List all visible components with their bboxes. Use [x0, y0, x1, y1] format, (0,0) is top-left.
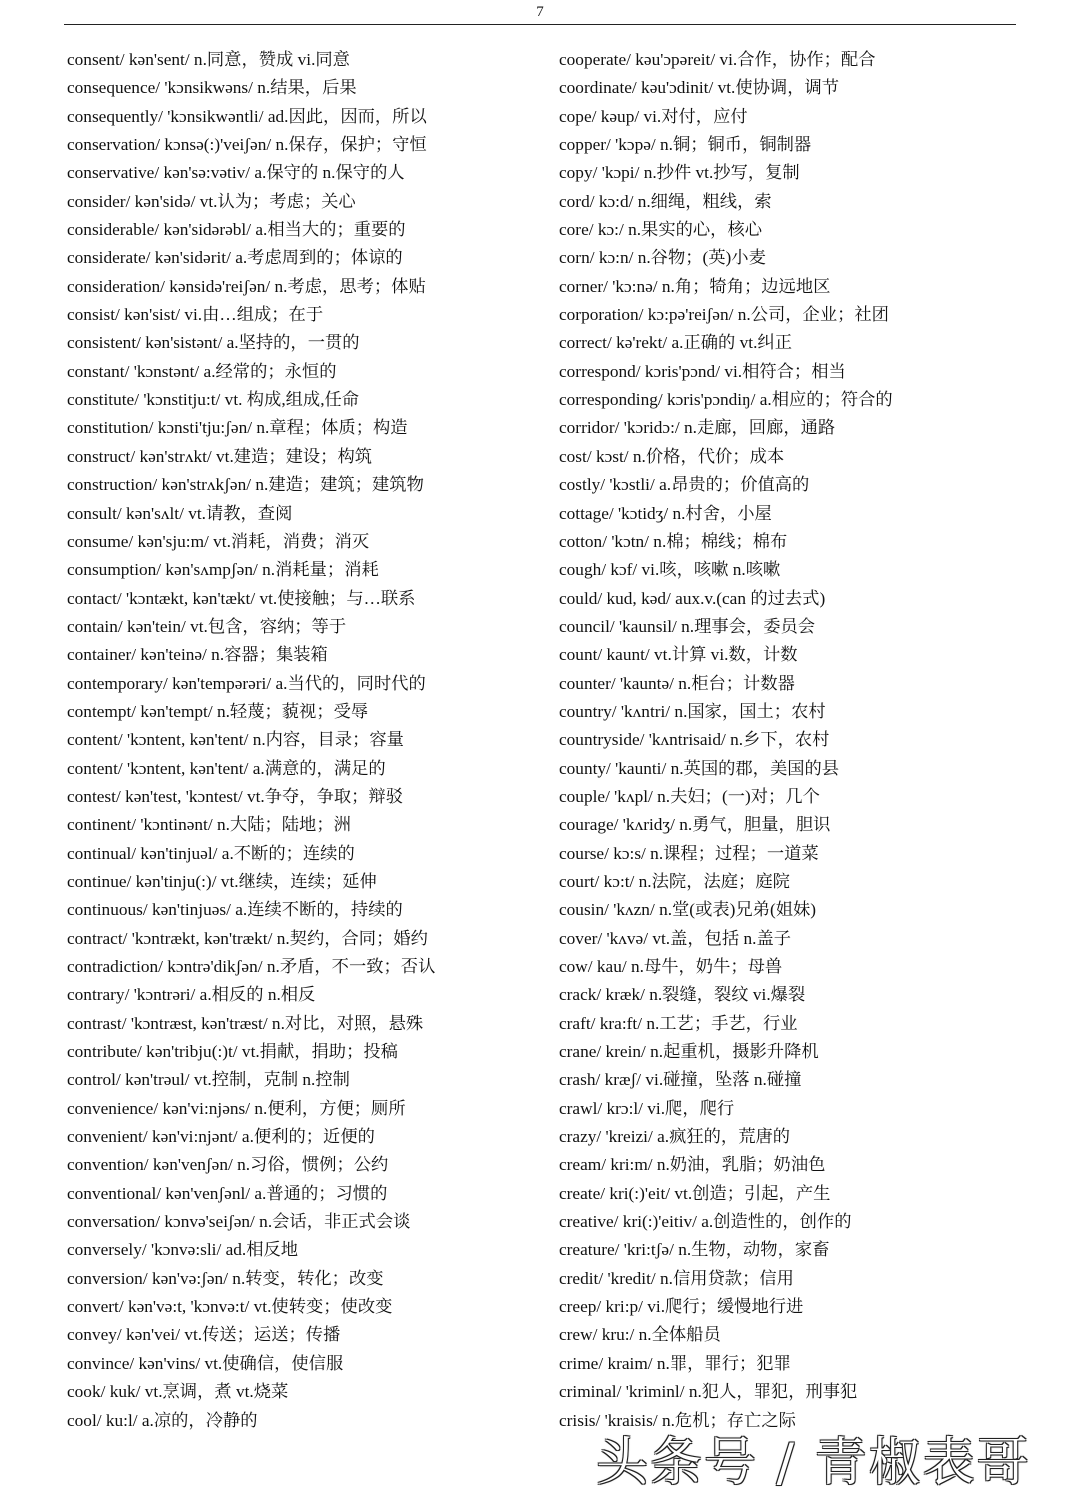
vocab-entry: control/ kən'trəul/ vt.控制，克制 n.控制	[67, 1070, 350, 1090]
vocab-entry: constitution/ kɔnsti'tju:ʃən/ n.章程；体质；构造	[67, 418, 408, 438]
vocab-entry: considerable/ kən'sidərəbl/ a.相当大的；重要的	[67, 220, 406, 240]
vocab-entry: content/ 'kɔntent, kən'tent/ n.内容，目录；容量	[67, 730, 404, 750]
vocab-entry: corresponding/ kɔris'pɔndiŋ/ a.相应的；符合的	[559, 390, 893, 410]
vocab-entry: contrary/ 'kɔntrəri/ a.相反的 n.相反	[67, 985, 316, 1005]
vocab-entry: cow/ kau/ n.母牛，奶牛；母兽	[559, 957, 783, 976]
vocab-entry: craft/ kra:ft/ n.工艺；手艺，行业	[559, 1013, 798, 1033]
vocab-entry: courage/ 'kʌridʒ/ n.勇气，胆量，胆识	[559, 815, 831, 835]
vocab-entry: constitute/ 'kɔnstitju:t/ vt. 构成,组成,任命	[67, 390, 360, 410]
vocab-entry: consequence/ 'kɔnsikwəns/ n.结果，后果	[67, 78, 357, 98]
vocab-entry: convenience/ kən'vi:njəns/ n.便利，方便；厕所	[67, 1098, 406, 1118]
vocab-entry: content/ 'kɔntent, kən'tent/ a.满意的，满足的	[67, 758, 386, 778]
vocab-entry: consent/ kən'sent/ n.同意，赞成 vi.同意	[67, 50, 350, 69]
vocab-entry: convince/ kən'vins/ vt.使确信，使信服	[67, 1353, 344, 1373]
vocab-entry: corner/ 'kɔ:nə/ n.角；犄角；边远地区	[559, 276, 831, 296]
vocab-entry: consist/ kən'sist/ vi.由…组成；在于	[67, 305, 324, 325]
vocab-entry: copper/ 'kɔpə/ n.铜；铜币，铜制器	[559, 135, 812, 155]
vocab-entry: continual/ kən'tinjuəl/ a.不断的；连续的	[67, 843, 355, 863]
vocab-entry: cook/ kuk/ vt.烹调，煮 vt.烧菜	[67, 1382, 289, 1402]
vocab-entry: contest/ kən'test, 'kɔntest/ vt.争夺，争取；辩驳	[67, 786, 403, 806]
vocab-entry: cord/ kɔ:d/ n.细绳，粗线，索	[559, 191, 772, 211]
vocab-entry: convenient/ kən'vi:njənt/ a.便利的；近便的	[67, 1127, 375, 1147]
vocab-entry: crime/ kraim/ n.罪，罪行；犯罪	[559, 1353, 791, 1373]
page-number: 7	[536, 4, 544, 20]
vocab-entry: count/ kaunt/ vt.计算 vi.数，计数	[559, 645, 798, 665]
vocab-entry: could/ kud, kəd/ aux.v.(can 的过去式)	[559, 588, 826, 608]
vocab-entry: container/ kən'teinə/ n.容器；集装箱	[67, 645, 328, 665]
vocab-entry: constant/ 'kɔnstənt/ a.经常的；永恒的	[67, 361, 337, 381]
vocab-entry: crisis/ 'kraisis/ n.危机；存亡之际	[559, 1410, 796, 1430]
vocab-entry: creative/ kri(:)'eitiv/ a.创造性的，创作的	[559, 1212, 852, 1232]
vocab-entry: counter/ 'kauntə/ n.柜台；计数器	[559, 673, 795, 693]
vocab-entry: contact/ 'kɔntækt, kən'tækt/ vt.使接触；与…联系	[67, 588, 416, 608]
vocab-entry: corporation/ kɔ:pə'reiʃən/ n.公司，企业；社团	[559, 305, 889, 325]
vocab-entry: convey/ kən'vei/ vt.传送；运送；传播	[67, 1325, 341, 1345]
vocab-entry: cool/ ku:l/ a.凉的，冷静的	[67, 1410, 258, 1430]
vocab-entry: continue/ kən'tinju(:)/ vt.继续，连续；延伸	[67, 871, 377, 891]
vocab-entry: countryside/ 'kʌntrisaid/ n.乡下，农村	[559, 730, 830, 750]
vocab-entry: consider/ kən'sidə/ vt.认为；考虑；关心	[67, 191, 356, 211]
vocab-entry: cover/ 'kʌvə/ vt.盖，包括 n.盖子	[559, 928, 792, 948]
vocab-entry: corridor/ 'kɔridɔ:/ n.走廊，回廊，通路	[559, 418, 836, 438]
vocab-entry: construct/ kən'strʌkt/ vt.建造；建设；构筑	[67, 446, 373, 466]
vocab-entry: couple/ 'kʌpl/ n.夫妇；(一)对；几个	[559, 786, 820, 806]
vocab-entry: country/ 'kʌntri/ n.国家，国土；农村	[559, 701, 826, 721]
vocab-entry: conversation/ kɔnvə'seiʃən/ n.会话，非正式会谈	[67, 1212, 411, 1232]
vocab-entry: crew/ kru:/ n.全体船员	[559, 1325, 721, 1345]
vocab-entry: consistent/ kən'sistənt/ a.坚持的，一贯的	[67, 333, 360, 353]
vocab-entry: copy/ 'kɔpi/ n.抄件 vt.抄写，复制	[559, 163, 800, 183]
vocab-entry: contribute/ kən'tribju(:)t/ vt.捐献，捐助；投稿	[67, 1042, 398, 1062]
vocab-entry: consume/ kən'sju:m/ vt.消耗，消费；消灭	[67, 531, 370, 551]
vocab-entry: conventional/ kən'venʃənl/ a.普通的；习惯的	[67, 1183, 388, 1203]
vocab-entry: costly/ 'kɔstli/ a.昂贵的；价值高的	[559, 475, 810, 495]
vocab-entry: core/ kɔ:/ n.果实的心，核心	[559, 220, 763, 240]
vocab-entry: conservation/ kɔnsə(:)'veiʃən/ n.保存，保护；守恒	[67, 135, 427, 155]
vocab-entry: continuous/ kən'tinjuəs/ a.连续不断的，持续的	[67, 900, 403, 920]
vocab-entry: continent/ 'kɔntinənt/ n.大陆；陆地；洲	[67, 815, 351, 835]
left-column	[67, 46, 537, 1435]
vocab-entry: cotton/ 'kɔtn/ n.棉；棉线；棉布	[559, 531, 788, 551]
vocab-entry: convert/ kən'və:t, 'kɔnvə:t/ vt.使转变；使改变	[67, 1297, 393, 1317]
vocab-entry: cost/ kɔst/ n.价格，代价；成本	[559, 446, 785, 466]
vocab-entry: contempt/ kən'tempt/ n.轻蔑；藐视；受辱	[67, 701, 369, 721]
vocab-entry: cousin/ 'kʌzn/ n.堂(或表)兄弟(姐妹)	[559, 900, 817, 920]
vocab-entry: consult/ kən'sʌlt/ vt.请教，查阅	[67, 503, 293, 523]
vocab-entry: construction/ kən'strʌkʃən/ n.建造；建筑；建筑物	[67, 475, 424, 495]
vocab-entry: crack/ kræk/ n.裂缝，裂纹 vi.爆裂	[559, 985, 806, 1005]
vocab-entry: contemporary/ kən'tempərəri/ a.当代的，同时代的	[67, 673, 426, 693]
vocab-entry: convention/ kən'venʃən/ n.习俗，惯例；公约	[67, 1155, 389, 1175]
right-column	[559, 46, 1039, 1435]
vocab-entry: contrast/ 'kɔntræst, kən'træst/ n.对比，对照，悬殊	[67, 1013, 424, 1033]
vocab-entry: contract/ 'kɔntrækt, kən'trækt/ n.契约，合同；婚约	[67, 928, 428, 948]
vocab-entry: contradiction/ kɔntrə'dikʃən/ n.矛盾，不一致；否认	[67, 957, 436, 976]
vocab-entry: course/ kɔ:s/ n.课程；过程；一道菜	[559, 843, 819, 863]
vocab-entry: conservative/ kən'sə:vətiv/ a.保守的 n.保守的人	[67, 163, 405, 183]
vocab-entry: crawl/ krɔ:l/ vi.爬，爬行	[559, 1098, 735, 1118]
vocab-entry: crazy/ 'kreizi/ a.疯狂的，荒唐的	[559, 1127, 791, 1147]
vocab-entry: crash/ kræʃ/ vi.碰撞，坠落 n.碰撞	[559, 1070, 802, 1090]
vocab-entry: conversely/ 'kɔnvə:sli/ ad.相反地	[67, 1240, 299, 1260]
vocab-entry: correct/ kə'rekt/ a.正确的 vt.纠正	[559, 333, 792, 353]
vocab-entry: consumption/ kən'sʌmpʃən/ n.消耗量；消耗	[67, 560, 379, 580]
vocab-entry: cope/ kəup/ vi.对付，应付	[559, 106, 748, 126]
watermark: 头条号 / 青椒表哥	[596, 1433, 1031, 1493]
vocab-entry: conversion/ kən'və:ʃən/ n.转变，转化；改变	[67, 1268, 384, 1288]
vocab-entry: correspond/ kɔris'pɔnd/ vi.相符合；相当	[559, 361, 846, 381]
vocab-entry: create/ kri(:)'eit/ vt.创造；引起，产生	[559, 1183, 831, 1203]
header-rule	[64, 24, 1016, 25]
vocab-entry: criminal/ 'kriminl/ n.犯人，罪犯，刑事犯	[559, 1382, 858, 1402]
vocab-entry: credit/ 'kredit/ n.信用贷款；信用	[559, 1268, 794, 1288]
vocab-entry: county/ 'kaunti/ n.英国的郡，美国的县	[559, 758, 840, 778]
vocab-entry: crane/ krein/ n.起重机，摄影升降机	[559, 1042, 819, 1062]
vocab-entry: consideration/ kənsidə'reiʃən/ n.考虑，思考；体贴	[67, 276, 426, 296]
vocab-entry: corn/ kɔ:n/ n.谷物；(英)小麦	[559, 248, 766, 268]
vocab-entry: coordinate/ kəu'ɔdinit/ vt.使协调，调节	[559, 78, 840, 98]
vocab-entry: cooperate/ kəu'ɔpəreit/ vi.合作，协作；配合	[559, 50, 876, 69]
vocab-entry: considerate/ kən'sidərit/ a.考虑周到的；体谅的	[67, 248, 403, 268]
vocab-entry: cough/ kɔf/ vi.咳，咳嗽 n.咳嗽	[559, 560, 781, 580]
vocab-entry: consequently/ 'kɔnsikwəntli/ ad.因此，因而，所以	[67, 106, 427, 126]
vocab-entry: contain/ kən'tein/ vt.包含，容纳；等于	[67, 616, 347, 636]
vocab-entry: creature/ 'kri:tʃə/ n.生物，动物，家畜	[559, 1240, 830, 1260]
vocab-entry: court/ kɔ:t/ n.法院，法庭；庭院	[559, 871, 790, 891]
vocab-entry: creep/ kri:p/ vi.爬行；缓慢地行进	[559, 1297, 804, 1317]
vocab-entry: cottage/ 'kɔtidʒ/ n.村舍，小屋	[559, 503, 772, 523]
vocab-entry: cream/ kri:m/ n.奶油，乳脂；奶油色	[559, 1155, 826, 1175]
vocab-entry: council/ 'kaunsil/ n.理事会，委员会	[559, 616, 816, 636]
